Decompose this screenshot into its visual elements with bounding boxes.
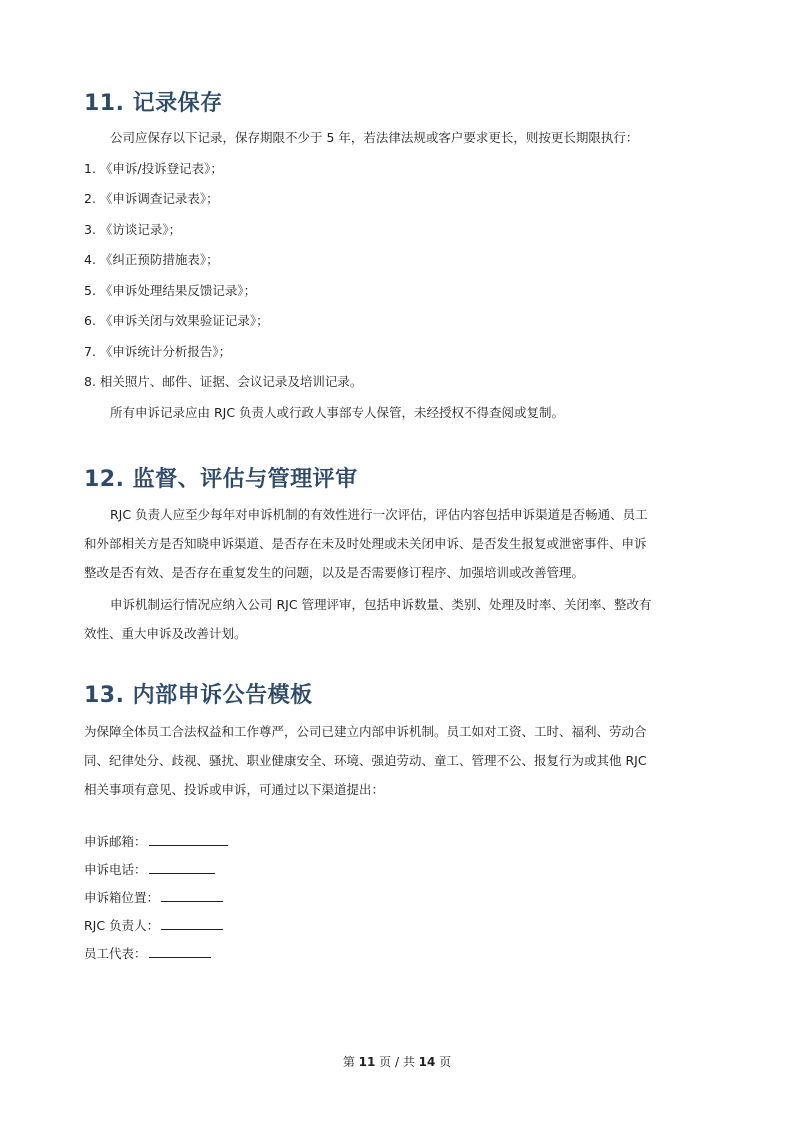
current-page-number: 11 xyxy=(358,1055,376,1069)
paragraph-line: 为保障全体员工合法权益和工作尊严，公司已建立内部申诉机制。员工如对工资、工时、福利、劳动合 xyxy=(84,724,647,739)
blank-line xyxy=(149,833,228,846)
footer-suffix: 页 xyxy=(435,1055,452,1069)
section-heading: 12. 监督、评估与管理评审 xyxy=(84,467,358,492)
rjc-manager-field xyxy=(84,912,714,940)
paragraph-line: 同、纪律处分、歧视、骚扰、职业健康安全、环境、强迫劳动、童工、管理不公、报复行为或其他 RJC xyxy=(84,753,647,768)
complaint-box-location-field xyxy=(84,884,714,912)
field-label: 申诉箱位置： xyxy=(84,890,160,905)
field-label: 员工代表： xyxy=(84,946,147,961)
list-item: 4. 《纠正预防措施表》； xyxy=(84,252,219,267)
paragraph xyxy=(84,717,714,804)
paragraph-line: 相关事项有意见、投诉或申诉，可通过以下渠道提出： xyxy=(84,782,385,797)
blank-line xyxy=(149,945,211,958)
section-records-retention xyxy=(84,84,714,428)
blank-line xyxy=(149,861,215,874)
paragraph-line: 效性、重大申诉及改善计划。 xyxy=(84,626,247,641)
blank-line xyxy=(161,889,223,902)
field-label: RJC 负责人： xyxy=(84,918,160,933)
section-closing: 所有申诉记录应由 RJC 负责人或行政人事部专人保管，未经授权不得查阅或复制。 xyxy=(110,404,565,420)
list-item: 5. 《申诉处理结果反馈记录》； xyxy=(84,282,257,298)
footer-prefix: 第 xyxy=(342,1055,359,1069)
list-item: 7. 《申诉统计分析报告》； xyxy=(84,343,232,359)
section-notice-template xyxy=(84,676,714,968)
paragraph-line: 整改是否有效、是否存在重复发生的问题，以及是否需要修订程序、加强培训或改善管理。 xyxy=(84,565,585,580)
complaint-email-field xyxy=(84,828,714,856)
list-item: 2. 《申诉调查记录表》； xyxy=(84,191,219,206)
section-supervision-review xyxy=(84,460,714,648)
total-page-count: 14 xyxy=(418,1055,436,1069)
paragraph-line: 申诉机制运行情况应纳入公司 RJC 管理评审，包括申诉数量、类别、处理及时率、关闭率、整改有 xyxy=(110,597,652,612)
paragraph-line: RJC 负责人应至少每年对申诉机制的有效性进行一次评估，评估内容包括申诉渠道是否畅通、员工 xyxy=(110,507,648,522)
list-item: 6. 《申诉关闭与效果验证记录》； xyxy=(84,313,269,328)
contact-fields xyxy=(84,828,714,968)
section-intro: 公司应保存以下记录，保存期限不少于 5 年，若法律法规或客户要求更长，则按更长期限执行： xyxy=(110,130,639,145)
list-item: 8. 相关照片、邮件、证据、会议记录及培训记录。 xyxy=(84,374,363,389)
paragraph-line: 和外部相关方是否知晓申诉渠道、是否存在未及时处理或未关闭申诉、是否发生报复或泄密事件、申诉 xyxy=(84,536,647,551)
section-heading: 13. 内部申诉公告模板 xyxy=(84,683,313,708)
complaint-phone-field xyxy=(84,856,714,884)
field-label: 申诉邮箱： xyxy=(84,834,147,849)
paragraph xyxy=(84,590,714,648)
list-item: 3. 《访谈记录》； xyxy=(84,221,182,237)
list-item: 1. 《申诉/投诉登记表》； xyxy=(84,160,223,176)
field-label: 申诉电话： xyxy=(84,862,147,877)
blank-line xyxy=(161,917,223,930)
employee-representative-field xyxy=(84,940,714,968)
paragraph xyxy=(84,500,714,587)
page-footer xyxy=(0,1053,794,1070)
footer-middle: 页 / 共 xyxy=(375,1055,419,1069)
section-heading: 11. 记录保存 xyxy=(84,91,223,116)
